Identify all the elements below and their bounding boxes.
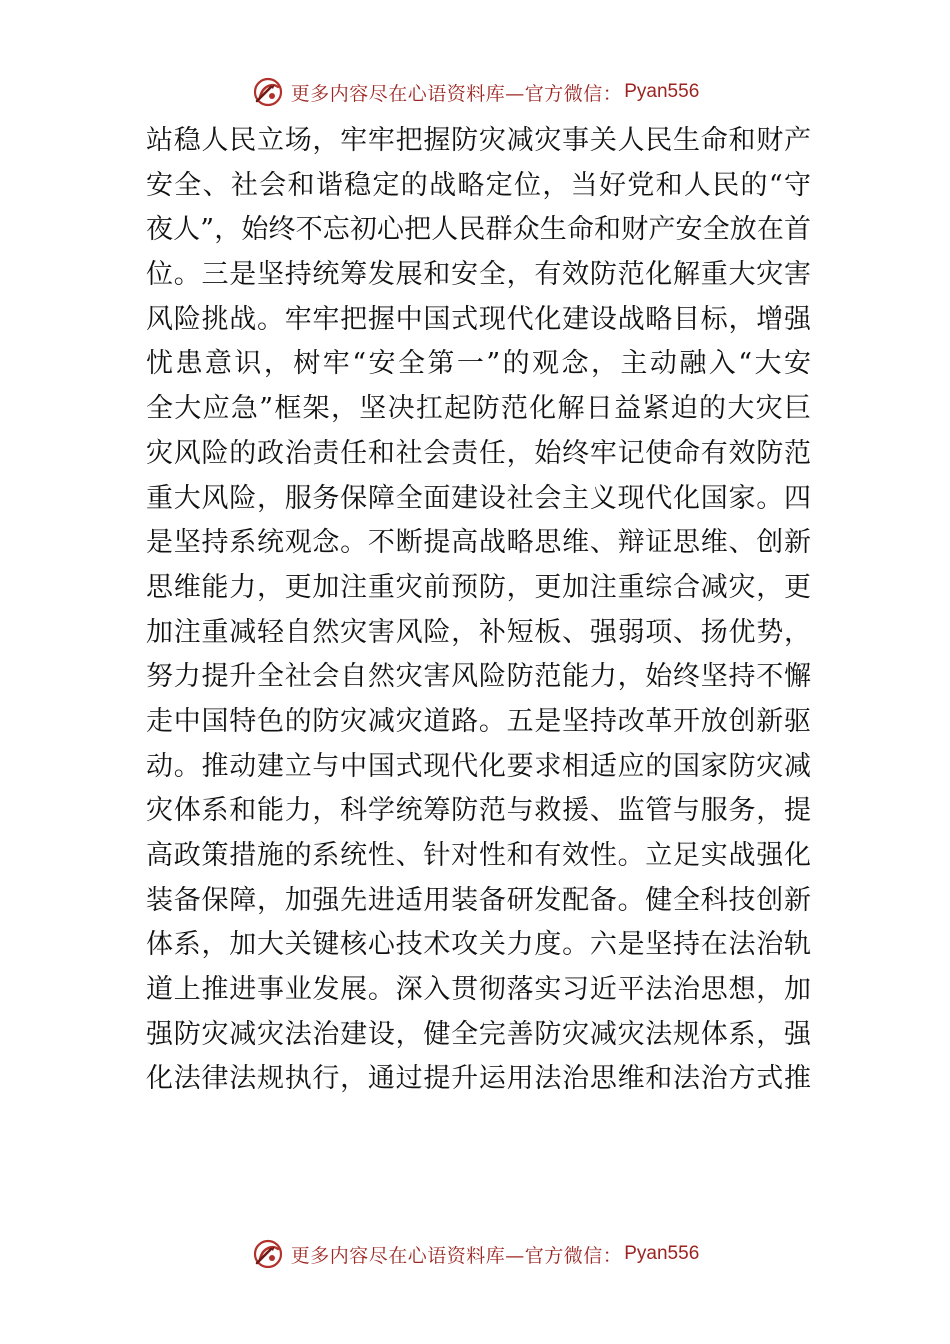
watermark-handle: Pyan556 xyxy=(624,81,700,102)
body-text-line: 思维能力，更加注重灾前预防，更加注重综合减灾，更 xyxy=(146,571,811,603)
brand-logo-icon xyxy=(251,75,285,109)
body-text-line: 化法律法规执行，通过提升运用法治思维和法治方式推 xyxy=(146,1063,811,1095)
body-text-line: 夜人”，始终不忘初心把人民群众生命和财产安全放在首 xyxy=(146,214,811,246)
body-text-line: 是坚持系统观念。不断提高战略思维、辩证思维、创新 xyxy=(146,527,811,559)
brand-logo-icon xyxy=(251,1237,285,1271)
body-text-line: 灾风险的政治责任和社会责任，始终牢记使命有效防范 xyxy=(146,437,811,469)
body-text-line: 高政策措施的系统性、针对性和有效性。立足实战强化 xyxy=(146,840,811,871)
document-body xyxy=(146,119,811,1102)
body-text-line: 体系，加大关键核心技术攻关力度。六是坚持在法治轨 xyxy=(146,929,811,961)
watermark-text: 更多内容尽在心语资料库—官方微信： xyxy=(290,1244,623,1267)
body-text-line: 忧患意识，树牢“安全第一”的观念，主动融入“大安 xyxy=(146,348,811,380)
body-text-line: 加注重减轻自然灾害风险，补短板、强弱项、扬优势， xyxy=(146,616,811,648)
body-text-line: 动。推动建立与中国式现代化要求相适应的国家防灾减 xyxy=(146,750,811,782)
body-text-line: 努力提升全社会自然灾害风险防范能力，始终坚持不懈 xyxy=(146,661,811,693)
body-text-line: 位。三是坚持统筹发展和安全，有效防范化解重大灾害 xyxy=(146,259,811,291)
body-text-line: 重大风险，服务保障全面建设社会主义现代化国家。四 xyxy=(146,482,811,514)
footer-watermark xyxy=(0,1234,950,1274)
body-text-line: 安全、社会和谐稳定的战略定位，当好党和人民的“守 xyxy=(146,169,811,201)
watermark-handle: Pyan556 xyxy=(624,1243,700,1264)
body-text-line: 走中国特色的防灾减灾道路。五是坚持改革开放创新驱 xyxy=(146,705,811,737)
body-text-line: 道上推进事业发展。深入贯彻落实习近平法治思想，加 xyxy=(146,974,811,1006)
body-text-line: 强防灾减灾法治建设，健全完善防灾减灾法规体系，强 xyxy=(146,1018,811,1050)
watermark-text: 更多内容尽在心语资料库—官方微信： xyxy=(290,82,623,105)
body-text-line: 全大应急”框架，坚决扛起防范化解日益紧迫的大灾巨 xyxy=(146,393,811,425)
body-text-line: 灾体系和能力，科学统筹防范与救援、监管与服务，提 xyxy=(146,795,811,827)
header-watermark xyxy=(0,72,950,112)
body-text-line: 风险挑战。牢牢把握中国式现代化建设战略目标，增强 xyxy=(146,303,811,335)
body-text-line: 装备保障，加强先进适用装备研发配备。健全科技创新 xyxy=(146,884,811,916)
body-text-line: 站稳人民立场，牢牢把握防灾减灾事关人民生命和财产 xyxy=(146,125,811,156)
